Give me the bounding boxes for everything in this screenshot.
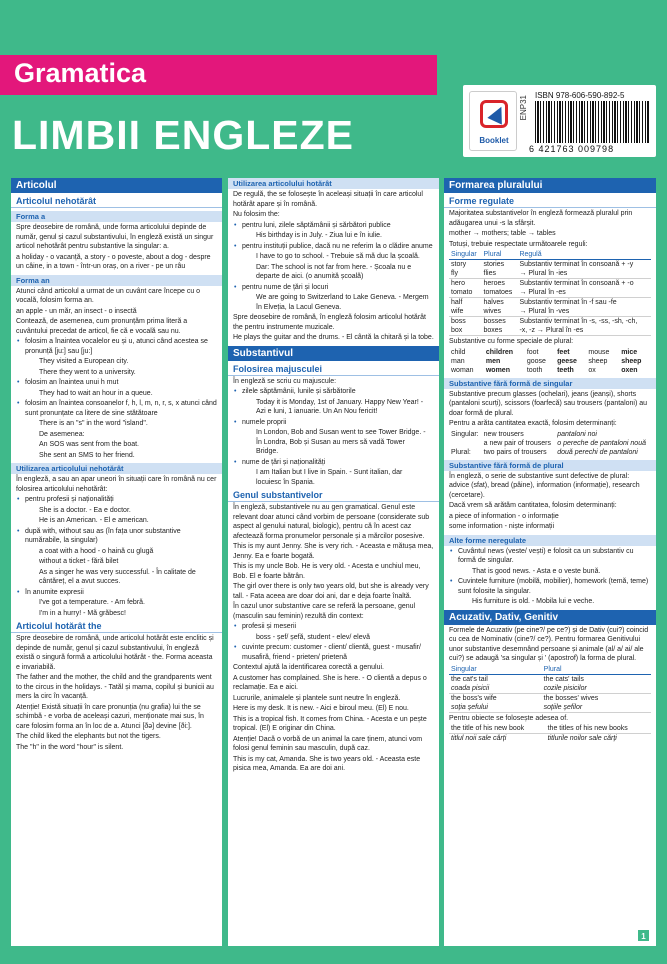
paragraph: Spre deosebire de română, unde forma articolului depinde de număr, genul și cazul substantivului, în engleză există un singur articol nehotărât pentru substantive la singular: a. <box>16 224 214 250</box>
table-cell: children <box>485 348 514 356</box>
minor-forma-an: Forma an <box>11 275 222 286</box>
table-cell: → Plural în -es <box>517 288 651 298</box>
table-cell: the boss's wife <box>451 694 497 702</box>
paragraph: Atunci când articolul a urmat de un cuvânt care începe cu o vocală, folosim forma an. <box>16 287 201 304</box>
paragraph: a holiday - o vacanță, a story - o poveste, about a dog - despre un câine, in a town - într-un oraș, on a river - pe un râu <box>16 253 211 270</box>
example: That is good news. - Asta e o veste bună. <box>472 567 601 575</box>
table-cell: o pereche de pantaloni nouă <box>557 439 646 447</box>
table-cell: Singular: <box>451 430 479 438</box>
example: He is an American. - El e american. <box>39 517 149 524</box>
paragraph: Lucrurile, animalele și plantele sunt neutre în engleză. <box>233 694 401 702</box>
table-cell: sheep <box>588 357 608 365</box>
table-cell: two pairs of trousers <box>483 448 547 456</box>
paragraph: The father and the mother, the child and the grandparents went to the circus in the holidays. - Tatăl și mama, copilul și bunicii au mers la circ în vacanță. <box>16 674 214 700</box>
table-cell: soțiile șefilor <box>542 703 651 713</box>
table-cell: pantaloni noi <box>557 430 597 438</box>
table-cell: titlul noii sale cărți <box>451 735 507 742</box>
table-cell: titlurile noilor sale cărți <box>547 735 617 742</box>
list-item: • folosim a înaintea vocalelor eu și u, atunci când acestea se pronunță [ju:] sau [ju:] <box>25 337 217 356</box>
example: She is a doctor. - Ea e doctor. <box>39 506 131 514</box>
paragraph: Substantive cu forme speciale de plural: <box>449 338 574 345</box>
table-cell: sheep <box>621 357 642 365</box>
paragraph: mother → mothers; table → tables <box>449 230 556 237</box>
table-cell: tomato <box>449 288 482 298</box>
list-item: • nume de țări și naționalități <box>242 458 434 468</box>
paragraph: În engleză se scriu cu majuscule: <box>233 377 337 385</box>
paragraph: Spre deosebire de română, în engleză folosim articolul hotărât the pentru instrumente muzicale. <box>233 314 426 331</box>
table-cell: mice <box>621 348 638 356</box>
list-item: • după with, without sau as (în fața unor substantive numărabile, la singular) <box>25 527 217 546</box>
section-substantivul: Substantivul <box>228 346 439 361</box>
table-cell: feet <box>557 348 570 356</box>
paragraph: The "h" in the word "hour" is silent. <box>16 743 124 751</box>
paragraph: Atenție! Există situații în care pronunția (nu grafia) lui the se schimbă - e vorba de aceleași cazuri, menționate mai sus, în care folosim forma an în loc de a. Atunci [ðə] devine [ði:]. <box>16 703 204 730</box>
example: His birthday is in July. - Ziua lui e în iulie. <box>256 232 382 239</box>
paragraph: Dacă vrem să arătăm cantitatea, folosim determinanți: <box>449 502 617 509</box>
paragraph: Contextul ajută la identificarea corectă a genului. <box>233 664 384 671</box>
table-cell: Plural: <box>451 448 471 456</box>
section-formarea-pluralului: Formarea pluralului <box>444 178 656 193</box>
list-item: • folosim an înaintea consoanelor f, h, l, m, n, r, s, x atunci când sunt pronunțate ca litere de sine stătătoare <box>25 399 217 418</box>
trousers-table <box>449 430 651 457</box>
table-cell: the title of his new book <box>449 724 546 734</box>
table-cell: oxen <box>621 366 638 374</box>
list <box>11 337 222 460</box>
minor-fara-singular: Substantive fără formă de singular <box>444 378 656 389</box>
table-header: Singular <box>449 250 482 260</box>
table-cell: mouse <box>588 348 610 356</box>
paragraph: Contează, de asemenea, cum pronunțăm prima literă a cuvântului precedat de articol, fie că e vocală sau nu. <box>16 318 188 335</box>
isbn: ISBN 978-606-590-892-5 <box>535 91 625 100</box>
table-cell: stories <box>483 261 505 268</box>
product-code: ENP31 <box>519 95 528 121</box>
list <box>228 387 439 487</box>
table-cell: → Plural în -ies <box>517 269 651 279</box>
paragraph: Here is my desk. It is new. - Aici e biroul meu. (El) E nou. <box>233 705 409 712</box>
table-cell: → Plural în -ves <box>517 307 651 317</box>
paragraph: The child liked the elephants but not the tigers. <box>16 733 161 740</box>
table-cell: boxes <box>482 326 518 336</box>
paragraph: De regulă, the se folosește în aceleași situații în care articolul hotărât apare și în română. <box>233 191 423 208</box>
paragraph: This is a tropical fish. It comes from China. - Acesta e un pește tropical. (El) E originar din China. <box>233 715 427 732</box>
table-cell: story <box>451 261 467 268</box>
table-cell: men <box>485 357 501 365</box>
list-item: • folosim an înaintea unui h mut <box>25 378 217 388</box>
paragraph: În engleză, substantivele nu au gen gramatical. Genul este relevant doar atunci când vorbim de persoane (considerate sub aspect al genului natural, biologic), pentru că în acest caz afectează forma pronumelor personale și a mărcilor posesive. <box>233 504 430 540</box>
paragraph: Pentru obiecte se folosește adesea of. <box>449 714 569 722</box>
table-cell: wife <box>449 307 482 317</box>
minor-fara-plural: Substantive fără formă de plural <box>444 460 656 471</box>
example: They visited a European city. <box>39 358 129 365</box>
table-cell: the bosses' wives <box>543 694 599 702</box>
table-cell: tooth <box>526 366 543 374</box>
list-item: • zilele săptămânii, lunile și sărbătorile <box>242 387 434 397</box>
barcode-box <box>463 85 656 157</box>
table-header: Singular <box>449 665 542 675</box>
special-plural-table <box>449 348 651 375</box>
table-cell: fly <box>449 269 482 279</box>
table-cell: hero <box>451 280 466 287</box>
paragraph: He plays the guitar and the drums. - El cântă la chitară și la tobe. <box>233 334 434 341</box>
booklet-logo <box>469 91 517 151</box>
table-header: Regulă <box>517 250 651 260</box>
sub-forme-regulate: Forme regulate <box>444 195 656 208</box>
list-item: • pentru luni, zilele săptămânii și sărbători publice <box>242 221 434 231</box>
example: I've got a temperature. - Am febră. <box>39 599 145 606</box>
table-cell: goose <box>526 357 546 365</box>
example: I have to go to school. - Trebuie să mă duc la școală. <box>256 253 420 260</box>
example: In London, Bob and Susan went to see Tower Bridge. - În Londra, Bob și Susan au mers să vadă Tower Bridge. <box>256 429 426 455</box>
genitive-table <box>449 665 651 713</box>
column-1 <box>11 178 222 946</box>
table-cell: bosses <box>483 318 506 325</box>
example: Dar: The school is not far from here. - Școala nu e departe de aici. (o anumită școală) <box>256 263 412 280</box>
table-cell: flies <box>482 269 518 279</box>
example: They had to wait an hour in a queue. <box>39 389 153 397</box>
table-cell: the cat's tail <box>451 675 488 683</box>
list-item: • pentru instituții publice, dacă nu ne referim la o clădire anume <box>242 242 434 252</box>
list-item: • pentru nume de țări și locuri <box>242 283 434 293</box>
table-cell: wives <box>482 307 518 317</box>
rules-table <box>449 250 651 336</box>
objects-table <box>449 724 651 743</box>
table-cell: Substantiv terminat în consoană + -y <box>519 261 634 268</box>
table-cell: boss <box>451 318 466 325</box>
paragraph: Majoritatea substantivelor în engleză formează pluralul prin adăugarea unui -s la sfârșit. <box>449 210 633 227</box>
paragraph: a piece of information - o informație <box>449 512 559 520</box>
list-item: • Cuvintele furniture (mobilă, mobilier), homework (temă, teme) sunt folosite la singular. <box>458 577 651 596</box>
minor-forma-a: Forma a <box>11 211 222 222</box>
section-articolul: Articolul <box>11 178 222 193</box>
table-header: Plural <box>482 250 518 260</box>
table-cell: child <box>451 348 466 356</box>
example: Today it is Monday, 1st of January. Happy New Year! - Azi e luni, 1 ianuarie. Un An Nou fericit! <box>256 398 424 415</box>
table-cell: două perechi de pantaloni <box>557 448 638 456</box>
title-limbii-engleze: LIMBII ENGLEZE <box>12 112 354 158</box>
sub-folosirea-majusculei: Folosirea majusculei <box>228 363 439 376</box>
table-cell: Substantiv terminat în -f sau -fe <box>519 299 617 306</box>
table-cell: half <box>451 299 463 306</box>
example: There is an "s" in the word "island". <box>39 420 148 427</box>
paragraph: Totuși, trebuie respectate următoarele reguli: <box>449 240 588 248</box>
table-cell: tomatoes <box>482 288 518 298</box>
table-cell <box>449 439 482 448</box>
column-3 <box>444 178 656 946</box>
table-cell: women <box>485 366 510 374</box>
paragraph: Spre deosebire de română, unde articolul hotărât este enclitic și depinde de număr, genul și cazul substantivului, în engleză există o singură formă a articolului hotărât - the. Forma aceasta e invariabilă. <box>16 635 214 671</box>
example: An SOS was sent from the boat. <box>39 441 139 448</box>
example: She sent an SMS to her friend. <box>39 451 135 459</box>
example: As a singer he was very successful. - În calitate de cântăreț, el a avut succes. <box>39 568 196 585</box>
paragraph: A customer has complained. She is here. - O clientă a depus o reclamație. Ea e aici. <box>233 674 427 691</box>
example: I am Italian but I live in Spain. - Sunt italian, dar locuiesc în Spania. <box>256 469 403 486</box>
table-header: Plural <box>542 665 651 675</box>
minor-utilizarea-nehotarat: Utilizarea articolului nehotărât <box>11 463 222 474</box>
table-cell: coada pisicii <box>449 684 542 694</box>
table-cell: foot <box>526 348 539 356</box>
title-gramatica: Gramatica <box>14 58 147 88</box>
table-cell: ox <box>588 366 596 374</box>
table-cell: new trousers <box>483 430 524 438</box>
section-acuzativ-dativ-genitiv: Acuzativ, Dativ, Genitiv <box>444 610 656 625</box>
list <box>228 622 439 662</box>
barcode-icon <box>535 101 650 143</box>
list-item: • cuvinte precum: customer - client/ clientă, guest - musafir/ musafiră, friend - prieten/ prietenă <box>242 643 434 662</box>
list-item: • pentru profesii și naționalități <box>25 495 217 505</box>
paragraph: This is my aunt Jenny. She is very rich. - Aceasta e mătușa mea, Jenny. Ea e foarte bogată. <box>233 543 434 560</box>
header <box>0 0 667 170</box>
paragraph: Atenție! Dacă o vorbă de un animal la care ținem, atunci vom folosi genul feminin sau masculin, după caz. <box>233 735 423 752</box>
example: There they went to a university. <box>39 368 136 376</box>
list <box>228 221 439 313</box>
paragraph: This is my uncle Bob. He is very old. - Acesta e unchiul meu, Bob. El e foarte bătrân. <box>233 563 421 580</box>
paragraph: some information - niște informații <box>449 523 555 530</box>
table-cell: the titles of his new books <box>546 724 651 734</box>
sub-articolul-nehotarat: Articolul nehotărât <box>11 195 222 208</box>
table-cell: geese <box>557 357 577 365</box>
table-cell: -x, -z → Plural în -es <box>517 326 651 336</box>
paragraph: Pentru a arăta cantitatea exactă, folosim determinanți: <box>449 420 617 427</box>
table-cell: Substantiv terminat în -s, -ss, -sh, -ch, <box>519 318 638 325</box>
table-cell: the cats' tails <box>543 675 584 683</box>
table-cell: Substantiv terminat în consoană + -o <box>519 280 634 287</box>
table-cell: a new pair of trousers <box>483 439 551 447</box>
table-cell: teeth <box>557 366 574 374</box>
table-cell: cozile pisicilor <box>542 684 651 694</box>
logo-text: Booklet <box>479 136 509 145</box>
list-item: • în anumite expresii <box>25 588 217 598</box>
sub-genul-substantivelor: Genul substantivelor <box>228 489 439 502</box>
list-item: • Cuvântul news (veste/ vești) e folosit ca un substantiv cu formă de singular. <box>458 547 651 566</box>
sub-articolul-hotarat: Articolul hotărât the <box>11 620 222 633</box>
list <box>11 495 222 618</box>
list <box>444 547 656 607</box>
example: We are going to Switzerland to Lake Geneva. - Mergem în Elveția, la Lacul Geneva. <box>256 294 429 311</box>
list-item: • profesii și meserii <box>242 622 434 632</box>
table-cell: heroes <box>483 280 505 287</box>
paragraph: Nu folosim the: <box>233 211 280 218</box>
table-cell: soția șefului <box>449 703 542 713</box>
minor-utilizarea-hotarat: Utilizarea articolului hotărât <box>228 178 439 189</box>
minor-alte-forme: Alte forme neregulate <box>444 535 656 546</box>
table-cell: woman <box>451 366 474 374</box>
example: I'm in a hurry! - Mă grăbesc! <box>39 609 126 617</box>
column-2 <box>228 178 439 946</box>
paragraph: Formele de Acuzativ (pe cine?/ pe ce?) și de Dativ (cui?) coincid cu cea de Nominativ (cine?/ ce?). Pentru formarea Genitivului unor substantive desemnând persoane și animale (al/ a/ ai/ ale cui?) se adaugă 'sa singular și ' (apostrof) la forma de plural. <box>449 626 649 662</box>
example: De asemenea: <box>39 430 85 438</box>
paragraph: Substantive precum glasses (ochelari), jeans (jeanși), shorts (pantaloni scurți), scissors (foarfecă) sau trousers (pantaloni) au doar formă de plural. <box>449 390 648 417</box>
paragraph: În cazul unor substantive care se referă la persoane, genul (masculin sau feminin) rezultă din context: <box>233 603 416 620</box>
page-number: 1 <box>637 929 650 942</box>
example: without a ticket - fără bilet <box>39 558 119 565</box>
paragraph: În engleză, o serie de substantive sunt defective de plural: advice (sfat), bread (pâine), information (informație), research (cercetare). <box>449 472 640 499</box>
paragraph: This is my cat, Amanda. She is two years old. - Aceasta este pisica mea, Amanda. Ea are doi ani. <box>233 755 421 772</box>
list-item: • numele proprii <box>242 418 434 428</box>
paragraph: În engleză, a sau an apar uneori în situații care în română nu cer folosirea articolului nehotărât: <box>16 476 217 493</box>
paragraph: The girl over there is only two years old, but she is already very tall. - Fata aceea are doar doi ani, dar e deja foarte înaltă. <box>233 583 429 600</box>
paragraph: an apple - un măr, an insect - o insectă <box>16 307 137 315</box>
table-cell: box <box>449 326 482 336</box>
barcode-number: 6 421763 009798 <box>529 144 615 154</box>
example: boss - șef/ șefă, student - elev/ elevă <box>256 633 371 641</box>
example: His furniture is old. - Mobila lui e veche. <box>472 598 595 605</box>
example: a coat with a hood - o haină cu glugă <box>39 547 154 555</box>
table-cell: halves <box>483 299 504 306</box>
paper-plane-icon <box>480 100 508 128</box>
table-cell: man <box>451 357 465 365</box>
